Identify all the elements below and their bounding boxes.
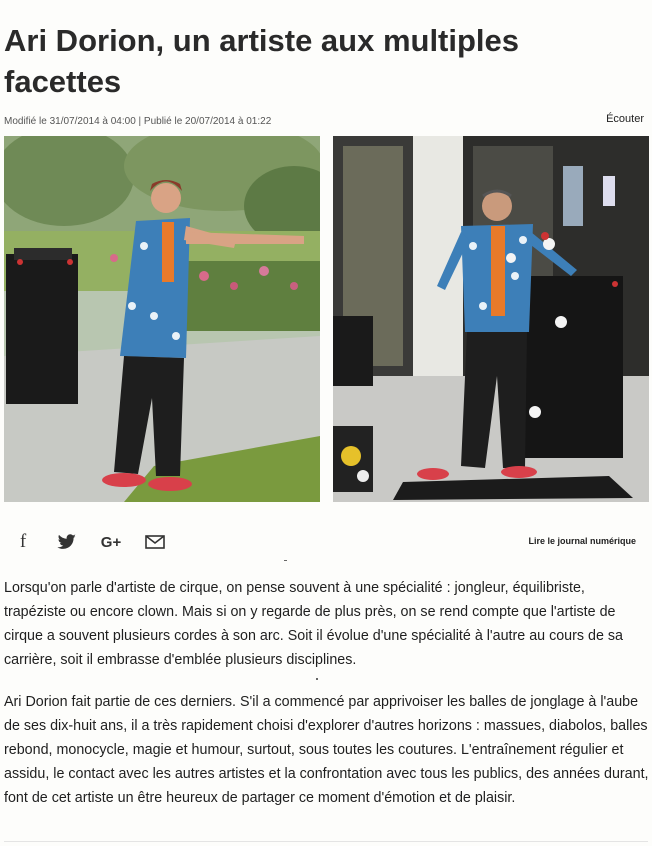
divider [316,678,318,680]
photo-performer-garden [4,136,320,502]
twitter-icon[interactable] [56,531,78,553]
google-plus-icon[interactable]: G+ [100,533,122,551]
article-paragraph: Lorsqu'on parle d'artiste de cirque, on pense souvent à une spécialité : jongleur, équilibriste, trapéziste ou encore clown. Mais si on y regarde de plus près, on se rend compte que l'artiste de cirque a souvent plusieurs cordes à son arc. Soit il évolue d'une spécialité à l'autre au cours de sa carrière, soit il embrasse d'emblée plusieurs disciplines. [4,580,623,668]
listen-button[interactable]: Écouter [606,113,644,125]
article-title: Ari Dorion, un artiste aux multiples facettes [4,23,520,99]
divider [284,560,287,561]
share-bar [12,531,188,553]
photo-performer-juggling [333,136,649,502]
bottom-rule [4,841,648,842]
email-icon[interactable] [144,531,166,553]
article-paragraph: Ari Dorion fait partie de ces derniers. S'il a commencé par apprivoiser les balles de jonglage à l'aube de ses dix-huit ans, il a très rapidement choisi d'explorer d'autres horizons : massues, diabolos, balles rebond, monocycle, magie et humour, surtout, sous toutes les coutures. L'entraînement régulier et assidu, le contact avec les autres artistes et la confrontation avec tous les publics, des années durant, font de cet artiste un être heureux de partager ce moment d'émotion et de plaisir. [4,694,649,806]
facebook-icon[interactable]: f [19,531,27,552]
digital-journal-link[interactable]: Lire le journal numérique [528,536,636,546]
article-dates: Modifié le 31/07/2014 à 04:00 | Publié le 20/07/2014 à 01:22 [4,116,272,127]
